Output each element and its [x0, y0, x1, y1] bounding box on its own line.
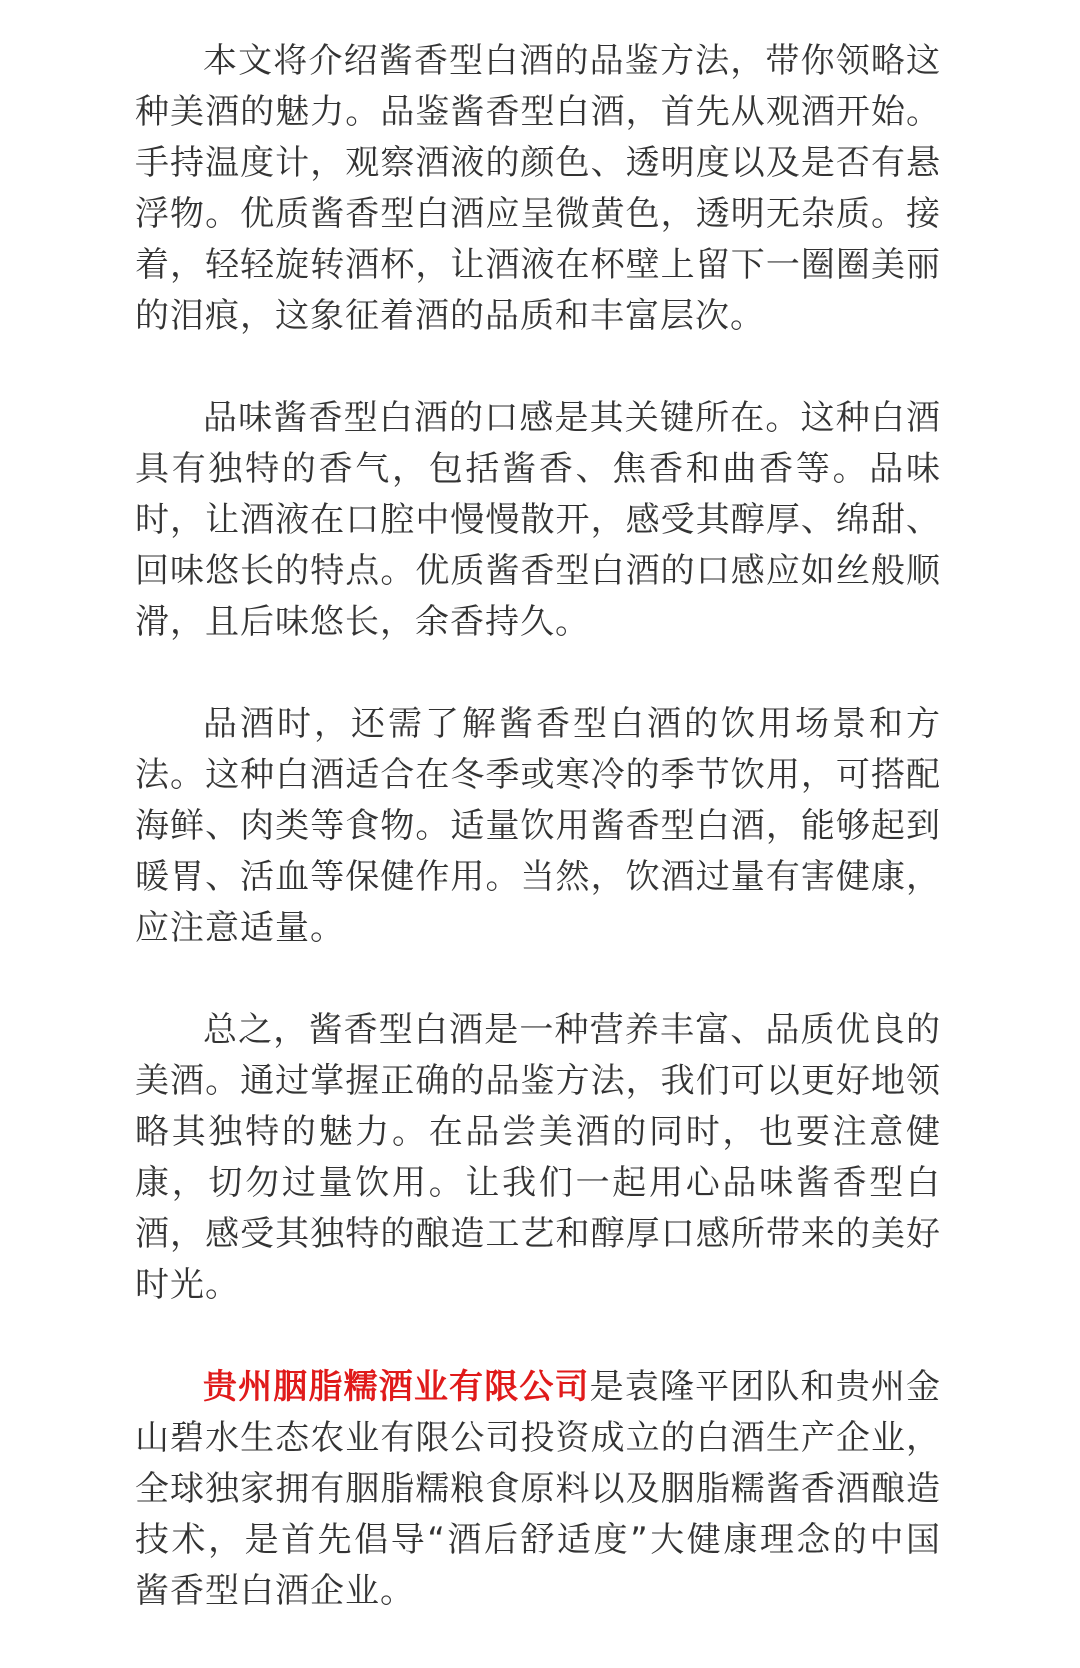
- company-description: 是袁隆平团队和贵州金山碧水生态农业有限公司投资成立的白酒生产企业，全球独家拥有胭脂糯粮食原料以及胭脂糯酱香酒酿造技术，是首先倡导“酒后舒适度”大健康理念的中国酱香型白酒企业。: [135, 1367, 942, 1611]
- paragraph-company-intro: [135, 1362, 941, 1617]
- company-name: 贵州胭脂糯酒业有限公司: [203, 1367, 590, 1407]
- article-body: [135, 36, 941, 1617]
- paragraph-tasting-mouthfeel: 品味酱香型白酒的口感是其关键所在。这种白酒具有独特的香气，包括酱香、焦香和曲香等。品味时，让酒液在口腔中慢慢散开，感受其醇厚、绵甜、回味悠长的特点。优质酱香型白酒的口感应如丝般顺滑，且后味悠长，余香持久。: [135, 398, 941, 642]
- paragraph-drinking-scenarios: 品酒时，还需了解酱香型白酒的饮用场景和方法。这种白酒适合在冬季或寒冷的季节饮用，可搭配海鲜、肉类等食物。适量饮用酱香型白酒，能够起到暖胃、活血等保健作用。当然，饮酒过量有害健康，应注意适量。: [135, 704, 941, 948]
- paragraph-tasting-appearance: 本文将介绍酱香型白酒的品鉴方法，带你领略这种美酒的魅力。品鉴酱香型白酒，首先从观酒开始。手持温度计，观察酒液的颜色、透明度以及是否有悬浮物。优质酱香型白酒应呈微黄色，透明无杂质。接着，轻轻旋转酒杯，让酒液在杯壁上留下一圈圈美丽的泪痕，这象征着酒的品质和丰富层次。: [135, 41, 941, 336]
- paragraph-summary: 总之，酱香型白酒是一种营养丰富、品质优良的美酒。通过掌握正确的品鉴方法，我们可以更好地领略其独特的魅力。在品尝美酒的同时，也要注意健康，切勿过量饮用。让我们一起用心品味酱香型白酒，感受其独特的酿造工艺和醇厚口感所带来的美好时光。: [135, 1010, 941, 1305]
